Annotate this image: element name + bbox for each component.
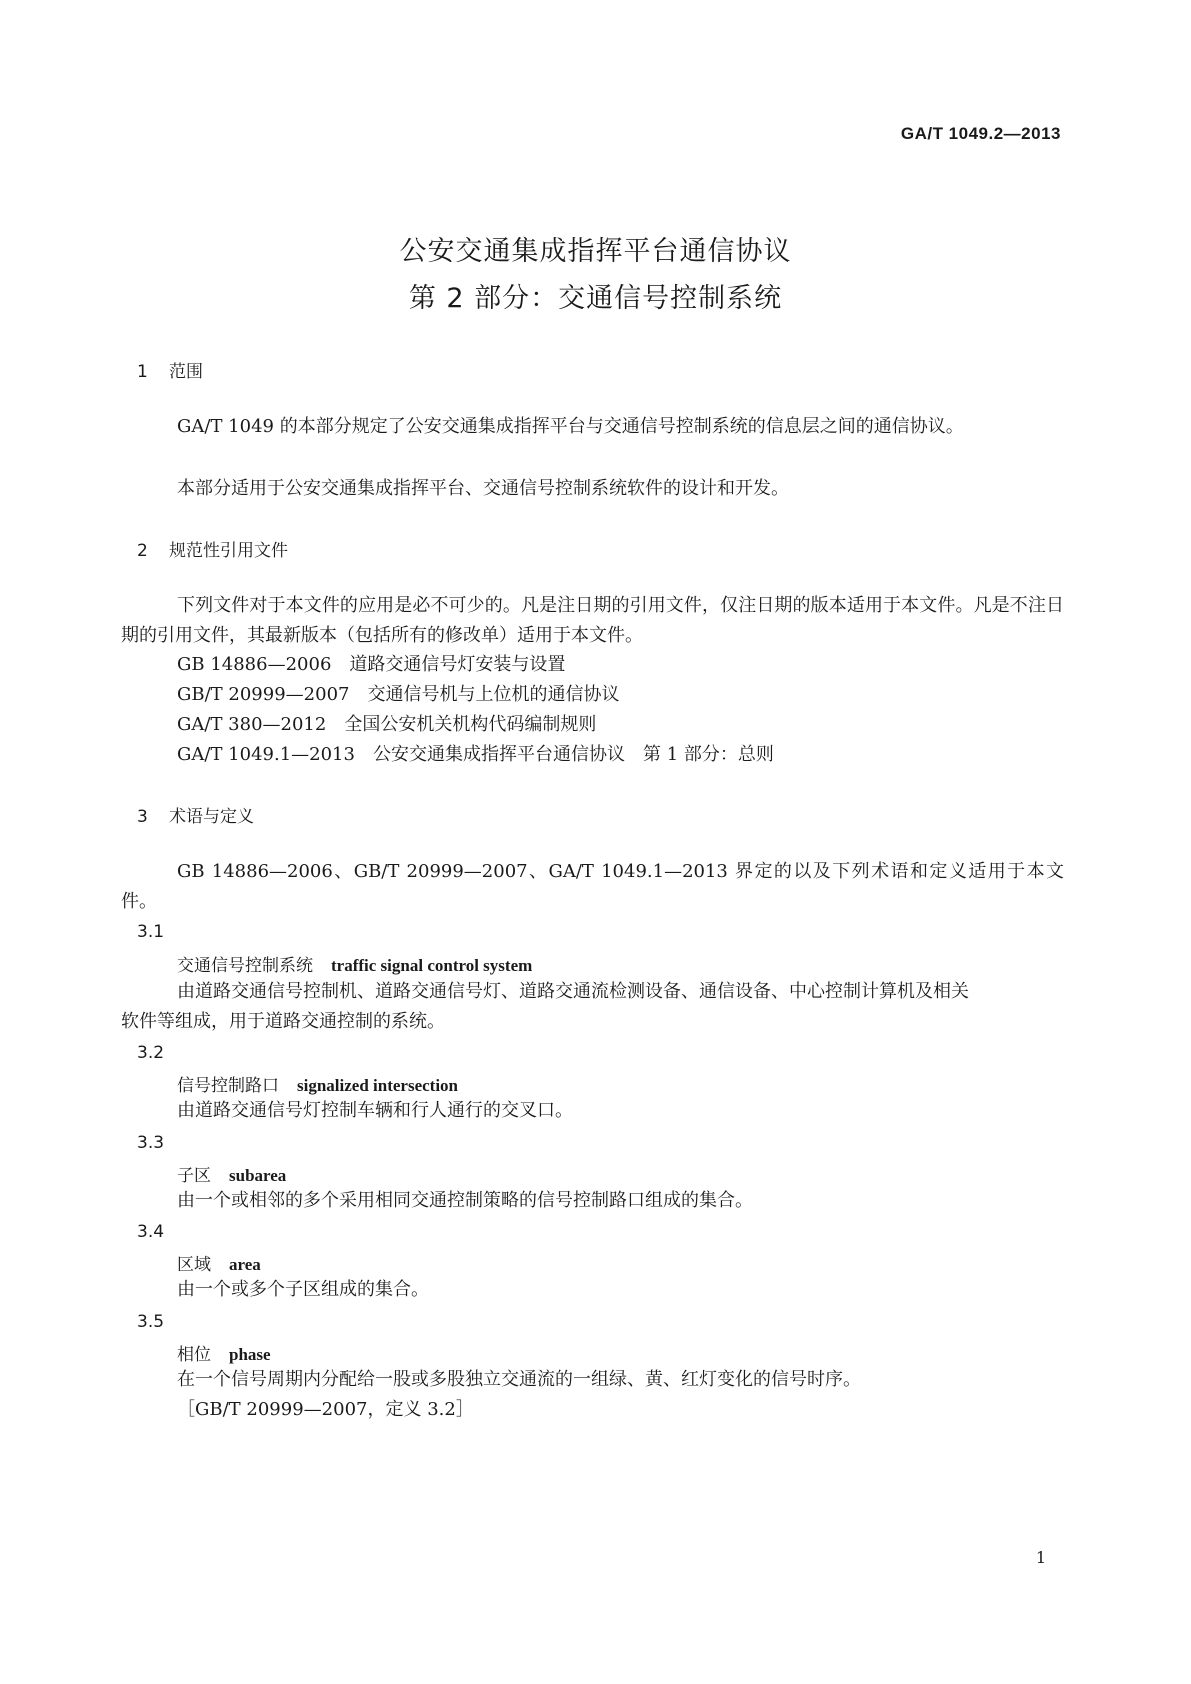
reference-title: 道路交通信号灯安装与设置 [349, 654, 566, 675]
term-en: signalized intersection [297, 1076, 459, 1095]
term-definition: 由一个或多个子区组成的集合。 [177, 1279, 429, 1300]
term-en: traffic signal control system [331, 956, 533, 975]
term-heading [177, 1340, 271, 1365]
term-heading [177, 1250, 261, 1275]
term-zh: 信号控制路口 [177, 1076, 279, 1096]
term-source: ［GB/T 20999—2007，定义 3.2］ [177, 1399, 474, 1420]
term-definition: 由一个或相邻的多个采用相同交通控制策略的信号控制路口组成的集合。 [177, 1190, 753, 1211]
reference-code: GB/T 20999—2007 [177, 684, 350, 705]
reference-code: GA/T 1049.1—2013 [177, 744, 355, 765]
term-zh: 交通信号控制系统 [177, 956, 313, 976]
reference-code: GB 14886—2006 [177, 654, 332, 675]
standard-code: GA/T 1049.2—2013 [900, 124, 1061, 143]
term-definition: 在一个信号周期内分配给一股或多股独立交通流的一组绿、黄、红灯变化的信号时序。 [177, 1369, 861, 1390]
term-heading [177, 1161, 286, 1186]
reference-title: 交通信号机与上位机的通信协议 [367, 684, 620, 705]
section-title: 范围 [169, 362, 203, 382]
document-title: 公安交通集成指挥平台通信协议 [399, 236, 792, 267]
section-heading-normative-references [137, 536, 288, 561]
term-definition: 由道路交通信号控制机、道路交通信号灯、道路交通流检测设备、通信设备、中心控制计算机及相关 [177, 981, 969, 1002]
term-zh: 子区 [177, 1166, 211, 1186]
terms-intro: GB 14886—2006、GB/T 20999—2007、GA/T 1049.1—2013 界定的以及下列术语和定义适用于本文件。 [121, 861, 1064, 912]
reference-item [177, 650, 565, 680]
term-number: 3.4 [137, 1222, 165, 1242]
page-number: 1 [1035, 1548, 1046, 1567]
term-definition-continued: 软件等组成，用于道路交通控制的系统。 [121, 1011, 445, 1032]
term-zh: 相位 [177, 1345, 211, 1365]
applicability-paragraph: 本部分适用于公安交通集成指挥平台、交通信号控制系统软件的设计和开发。 [177, 478, 789, 499]
scope-paragraph: GA/T 1049 的本部分规定了公安交通集成指挥平台与交通信号控制系统的信息层之间的通信协议。 [177, 416, 964, 437]
reference-item [177, 710, 596, 740]
section-heading-scope [137, 357, 203, 382]
term-en: phase [229, 1345, 271, 1364]
section-title: 规范性引用文件 [169, 541, 288, 561]
term-en: area [229, 1255, 261, 1274]
reference-item [177, 740, 774, 770]
term-heading [177, 951, 532, 976]
section-number: 1 [137, 362, 148, 382]
document-subtitle: 第 2 部分：交通信号控制系统 [408, 283, 783, 314]
term-zh: 区域 [177, 1255, 211, 1275]
term-number: 3.5 [137, 1312, 165, 1332]
term-number: 3.2 [137, 1043, 165, 1063]
reference-code: GA/T 380—2012 [177, 714, 327, 735]
term-en: subarea [229, 1166, 287, 1185]
section-title: 术语与定义 [169, 807, 254, 827]
reference-title: 公安交通集成指挥平台通信协议 第 1 部分：总则 [372, 744, 774, 765]
term-definition: 由道路交通信号灯控制车辆和行人通行的交叉口。 [177, 1100, 573, 1121]
section-heading-terms [137, 802, 254, 827]
term-number: 3.1 [137, 922, 165, 942]
term-number: 3.3 [137, 1133, 165, 1153]
references-intro: 下列文件对于本文件的应用是必不可少的。凡是注日期的引用文件，仅注日期的版本适用于本文件。凡是不注日期的引用文件，其最新版本（包括所有的修改单）适用于本文件。 [121, 595, 1064, 646]
term-heading [177, 1071, 458, 1096]
reference-item [177, 680, 619, 710]
section-number: 2 [137, 541, 148, 561]
reference-title: 全国公安机关机构代码编制规则 [344, 714, 597, 735]
section-number: 3 [137, 807, 148, 827]
